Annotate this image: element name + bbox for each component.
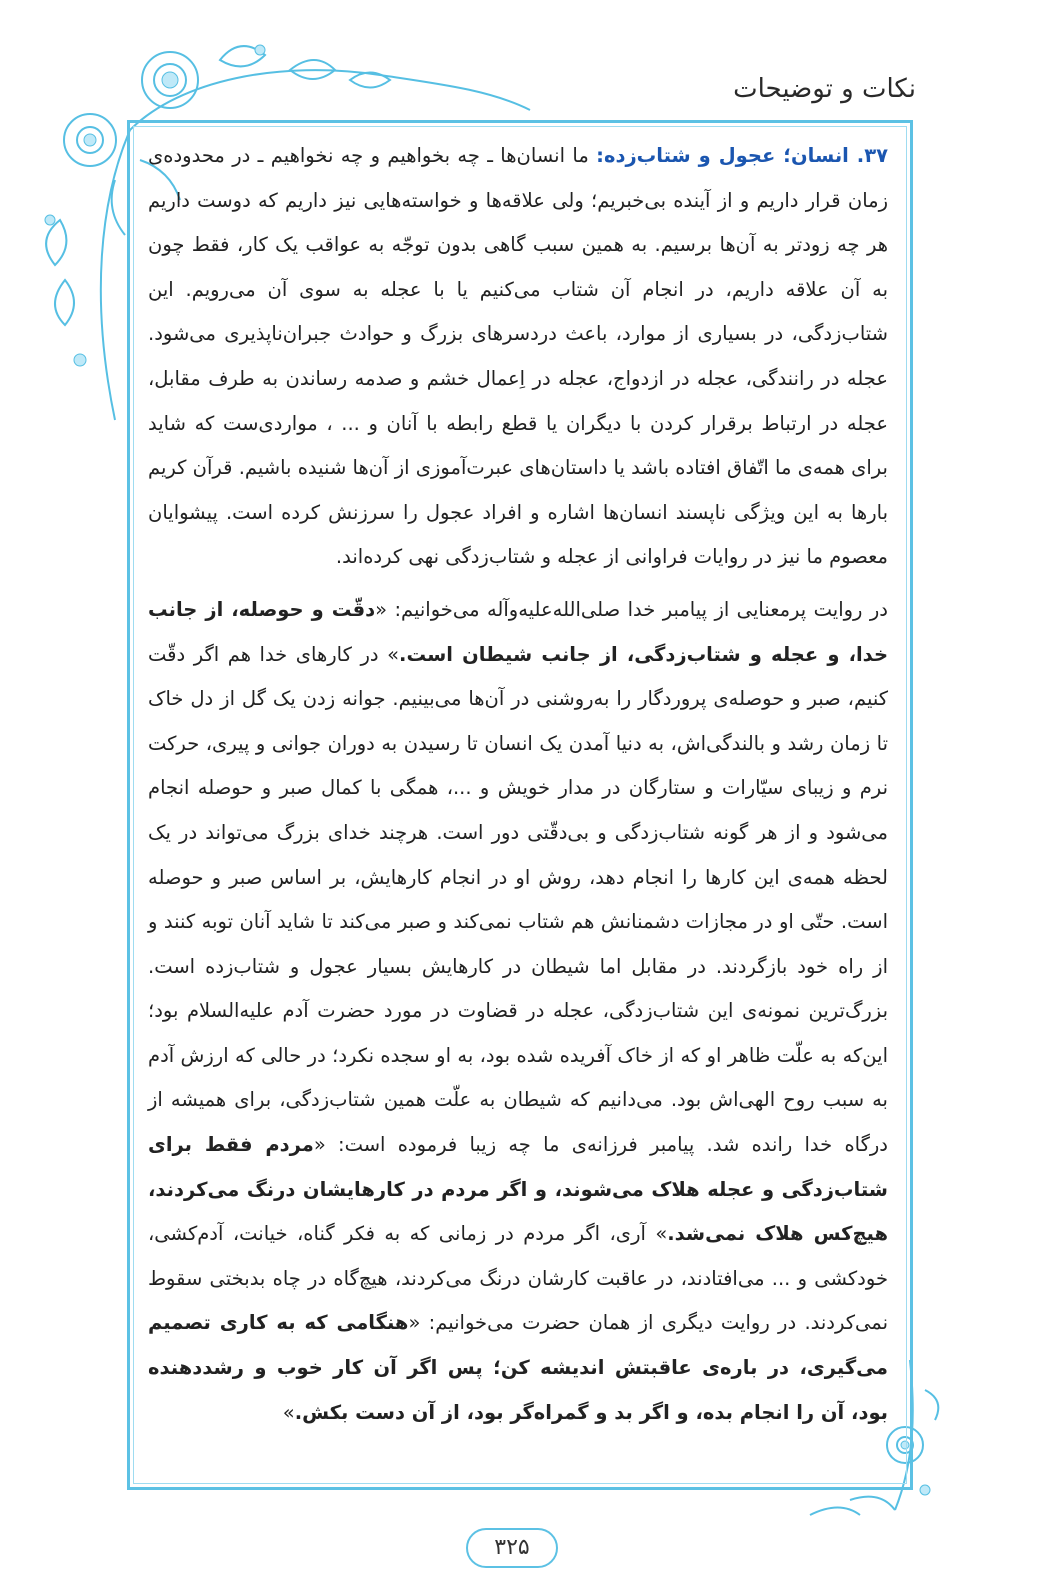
- hadith-quote-3: هنگامی که به کاری تصمیم می‌گیری، در باره‌ی عاقبتش اندیشه کن؛ پس اگر آن کار خوب و رشددهنده بود، آن را انجام بده، و اگر بد و گمراه‌گر بود، از آن دست بکش.: [148, 1311, 888, 1424]
- section-heading: ۳۷. انسان؛ عجول و شتاب‌زده:: [596, 144, 888, 167]
- hadith-quote-2: مردم فقط برای شتاب‌زدگی و عجله هلاک می‌شوند، و اگر مردم در کارهایشان درنگ می‌کردند، هیچ‌کس هلاک نمی‌شد.: [148, 1133, 889, 1246]
- page-header-title: نکات و توضیحات: [733, 74, 916, 104]
- paragraph-2-text-2: » آری، اگر مردم در زمانی که به فکر گناه، خیانت، آدم‌کشی، خودکشی و ... می‌افتادند، در عاقبت کارشان درنگ می‌کردند، هیچ‌گاه در چاه بدبختی سقوط نمی‌کردند. در روایت دیگری از همان حضرت می‌خوانیم: «: [148, 1222, 888, 1335]
- paragraph-1-text: ما انسان‌ها ـ چه بخواهیم و چه نخواهیم ـ در محدوده‌ی زمان قرار داریم و از آینده بی‌خبریم؛ ولی علاقه‌ها و خواسته‌هایی نیز داریم که دوست داریم هر چه زودتر به آن‌ها برسیم. به همین سبب گاهی بدون توجّه به عواقب یک کار، فقط چون به آن علاقه داریم، در انجام آن شتاب می‌کنیم یا با عجله به سوی آن می‌رویم. این شتاب‌زدگی، در بسیاری از موارد، باعث دردسرهای بزرگ و حوادث جبران‌ناپذیری می‌شود. عجله در رانندگی، عجله در ازدواج، عجله در اِعمال خشم و صدمه رساندن به طرف مقابل، عجله در ارتباط برقرار کردن با دیگران یا قطع رابطه با آنان و ... ، مواردی‌ست که شاید برای همه‌ی ما اتّفاق افتاده باشد یا داستان‌های عبرت‌آموزی از آن‌ها شنیده باشیم. قرآن کریم بارها به این ویژگی ناپسند انسان‌ها اشاره و افراد عجول را سرزنش کرده است. پیشوایان معصوم ما نیز در روایات فراوانی از عجله و شتاب‌زدگی نهی کرده‌اند.: [148, 144, 888, 569]
- page-number-badge: ۳۲۵: [466, 1528, 558, 1568]
- paragraph-2-intro: در روایت پرمعنایی از پیامبر خدا صلی‌الله‌علیه‌وآله می‌خوانیم: «: [375, 597, 888, 621]
- paragraph-1: [148, 134, 888, 580]
- paragraph-2-text: » در کارهای خدا هم اگر دقّت کنیم، صبر و حوصله‌ی پروردگار را به‌روشنی در آن‌ها می‌بینیم. جوانه زدن یک گل از دل خاک تا زمان رشد و بالندگی‌اش، به دنیا آمدن یک انسان تا رسیدن به دوران جوانی و پیری، حرکت نرم و زیبای سیّارات و ستارگان در مدار خویش و ...، همگی با کمال صبر و حوصله انجام می‌شود و از هر گونه شتاب‌زدگی و بی‌دقّتی دور است. هرچند خدای بزرگ می‌تواند در یک لحظه همه‌ی این کارها را انجام دهد، روش او در انجام کارهایش، بر اساس صبر و حوصله است. حتّی او در مجازات دشمنانش هم شتاب نمی‌کند و صبر می‌کند تا شاید آنان توبه کنند و از راه خود بازگردند. در مقابل اما شیطان در کارهایش بسیار عجول و شتاب‌زده است. بزرگ‌ترین نمونه‌ی این شتاب‌زدگی، عجله در قضاوت در مورد حضرت آدم علیه‌السلام بود؛ این‌که به علّت ظاهر او که از خاک آفریده شده بود، به او سجده نکرد؛ در حالی که ارزش آدم به سبب روح الهی‌اش بود. می‌دانیم که شیطان به علّت همین شتاب‌زدگی، برای همیشه از درگاه خدا رانده شد. پیامبر فرزانه‌ی ما چه زیبا فرموده است: «: [148, 642, 888, 1157]
- paragraph-2: [148, 588, 888, 1435]
- paragraph-2-end: »: [282, 1400, 295, 1424]
- article-body: [148, 134, 888, 1435]
- hadith-quote-1: دقّت و حوصله، از جانب خدا، و عجله و شتاب‌زدگی، از جانب شیطان است.: [148, 597, 888, 666]
